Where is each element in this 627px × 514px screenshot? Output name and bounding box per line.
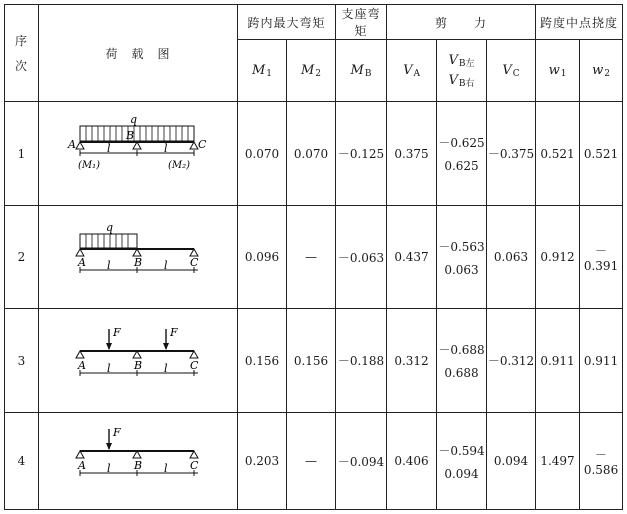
m2-cell: 0.156: [287, 309, 336, 413]
span-label: l: [106, 362, 111, 375]
mb-cell: －0.063: [336, 206, 387, 309]
span-label: l: [106, 259, 111, 272]
w2-cell: －0.586: [580, 413, 623, 510]
span-label: l: [163, 362, 168, 375]
seq-cell: 3: [5, 309, 39, 413]
f-label: F: [112, 326, 121, 339]
header-row-groups: [5, 5, 623, 40]
vb-cell: －0.688 0.688: [437, 309, 487, 413]
w1-header: $w_1$: [536, 40, 580, 102]
table-row: [5, 102, 623, 206]
vb-cell: －0.563 0.063: [437, 206, 487, 309]
m2-cell: 0.070: [287, 102, 336, 206]
deflection-header: 跨度中点挠度: [536, 5, 623, 40]
m1-cell: 0.096: [238, 206, 287, 309]
vb-cell: －0.594 0.094: [437, 413, 487, 510]
w1-cell: 0.521: [536, 102, 580, 206]
load-diagram-point-loads-both-spans: [40, 309, 237, 409]
vc-cell: －0.375: [487, 102, 536, 206]
q-label: q: [129, 113, 137, 126]
span-label: l: [163, 142, 168, 155]
seq-cell: 2: [5, 206, 39, 309]
w2-cell: 0.521: [580, 102, 623, 206]
m1-cell: 0.070: [238, 102, 287, 206]
table-row: [5, 413, 623, 510]
load-diagram-uniform-both-spans: [40, 102, 237, 202]
va-header: $V_A$: [387, 40, 437, 102]
f-label: F: [169, 326, 178, 339]
max-moment-header: 跨内最大弯矩: [238, 5, 336, 40]
va-cell: 0.312: [387, 309, 437, 413]
beam-coefficient-table: [4, 4, 623, 510]
vc-cell: －0.312: [487, 309, 536, 413]
span-label: l: [163, 462, 168, 475]
load-diagram-header: 荷 载 图: [39, 5, 238, 102]
w1-cell: 0.912: [536, 206, 580, 309]
load-diagram-4: [39, 413, 238, 510]
support-b-label: B: [133, 256, 142, 269]
w1-cell: 0.911: [536, 309, 580, 413]
vc-cell: 0.094: [487, 413, 536, 510]
seq-cell: 1: [5, 102, 39, 206]
support-c-label: C: [189, 256, 198, 269]
m1-header: $M_1$: [238, 40, 287, 102]
load-diagram-2: [39, 206, 238, 309]
va-cell: 0.375: [387, 102, 437, 206]
support-b-label: B: [133, 459, 142, 472]
beam-coefficient-table-sheet: [4, 4, 622, 510]
m1-position-label: (M₁): [77, 160, 100, 171]
seq-header: 序 次: [5, 5, 39, 102]
vc-cell: 0.063: [487, 206, 536, 309]
support-c-label: C: [189, 359, 198, 372]
f-label: F: [112, 426, 121, 439]
span-label: l: [163, 259, 168, 272]
vc-header: $V_C$: [487, 40, 536, 102]
q-label: q: [105, 221, 113, 234]
vb-header: $V_{B左}$ $V_{B右}$: [437, 40, 487, 102]
mb-cell: －0.094: [336, 413, 387, 510]
w2-cell: 0.911: [580, 309, 623, 413]
m1-cell: 0.203: [238, 413, 287, 510]
support-c-label: C: [197, 138, 206, 151]
va-cell: 0.437: [387, 206, 437, 309]
support-a-label: A: [77, 256, 86, 269]
support-a-label: A: [77, 459, 86, 472]
load-diagram-3: [39, 309, 238, 413]
mb-cell: －0.188: [336, 309, 387, 413]
m2-position-label: (M₂): [167, 160, 190, 171]
table-row: [5, 206, 623, 309]
span-label: l: [106, 142, 111, 155]
support-b-label: B: [125, 129, 134, 142]
vb-cell: －0.625 0.625: [437, 102, 487, 206]
load-diagram-1: [39, 102, 238, 206]
m2-header: $M_2$: [287, 40, 336, 102]
w2-cell: －0.391: [580, 206, 623, 309]
va-cell: 0.406: [387, 413, 437, 510]
support-moment-header: 支座弯矩: [336, 5, 387, 40]
w1-cell: 1.497: [536, 413, 580, 510]
m2-cell: —: [287, 413, 336, 510]
load-diagram-point-load-first-span: [40, 413, 237, 506]
table-row: [5, 309, 623, 413]
support-b-label: B: [133, 359, 142, 372]
m1-cell: 0.156: [238, 309, 287, 413]
support-a-label: A: [67, 138, 76, 151]
mb-cell: －0.125: [336, 102, 387, 206]
seq-cell: 4: [5, 413, 39, 510]
m2-cell: —: [287, 206, 336, 309]
load-diagram-uniform-first-span: [40, 206, 237, 305]
support-c-label: C: [189, 459, 198, 472]
w2-header: $w_2$: [580, 40, 623, 102]
shear-header: 剪 力: [387, 5, 536, 40]
span-label: l: [106, 462, 111, 475]
mb-header: $M_B$: [336, 40, 387, 102]
support-a-label: A: [77, 359, 86, 372]
